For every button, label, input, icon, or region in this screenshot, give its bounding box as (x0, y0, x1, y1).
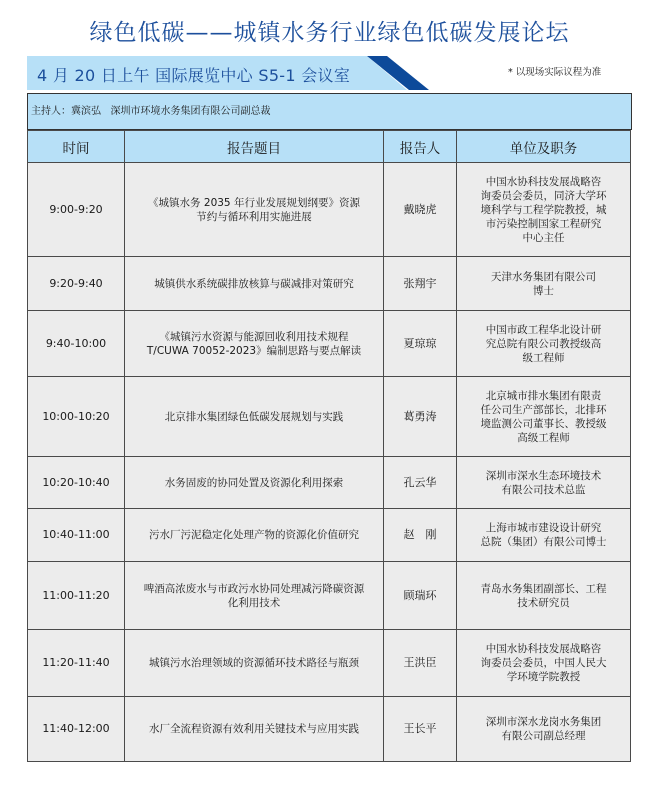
host-title: 深圳市环境水务集团有限公司副总裁 (110, 106, 271, 117)
org-line: 深圳市深水龙岗水务集团 (485, 716, 602, 728)
agenda-table (27, 130, 631, 762)
session-banner (27, 56, 427, 90)
time-cell: 10:00-10:20 (28, 377, 125, 457)
header-org: 单位及职务 (457, 131, 631, 163)
table-row (28, 457, 631, 509)
org-line: 询委员会委员，中国人民大 (480, 657, 607, 669)
org-line: 级工程师 (522, 351, 565, 364)
speaker-cell: 夏琼琼 (384, 311, 457, 377)
org-cell (457, 630, 631, 697)
header-topic: 报告题目 (125, 131, 384, 163)
org-line: 青岛水务集团副部长、工程 (480, 582, 607, 595)
topic-cell: 污水厂污泥稳定化处理产物的资源化价值研究 (125, 509, 384, 562)
time-cell: 9:00-9:20 (28, 163, 125, 257)
org-cell (457, 163, 631, 257)
org-line: 天津水务集团有限公司 (491, 270, 596, 283)
time-cell: 9:20-9:40 (28, 257, 125, 311)
table-row (28, 562, 631, 630)
org-cell (457, 509, 631, 562)
time-cell: 10:40-11:00 (28, 509, 125, 562)
org-line: 技术研究员 (517, 596, 570, 609)
org-line: 询委员会委员，同济大学环 (480, 189, 607, 202)
speaker-cell: 孔云华 (384, 457, 457, 509)
org-cell (457, 457, 631, 509)
time-cell: 9:40-10:00 (28, 311, 125, 377)
host-row (27, 93, 632, 130)
speaker-cell: 戴晓虎 (384, 163, 457, 257)
org-cell (457, 311, 631, 377)
table-row (28, 163, 631, 257)
table-header-row (28, 131, 631, 163)
org-line: 有限公司技术总监 (501, 483, 586, 496)
org-cell (457, 257, 631, 311)
org-line: 境监测公司董事长、教授级 (480, 417, 607, 430)
org-cell (457, 562, 631, 630)
org-line: 境科学与工程学院教授，城 (480, 203, 607, 216)
table-row (28, 697, 631, 762)
topic-cell: 《城镇水务 2035 年行业发展规划纲要》资源节约与循环利用实施进展 (125, 163, 384, 257)
org-cell (457, 377, 631, 457)
table-row (28, 311, 631, 377)
time-cell: 11:40-12:00 (28, 697, 125, 762)
agenda-note: * 以现场实际议程为准 (508, 67, 602, 78)
org-line: 中心主任 (522, 231, 565, 244)
time-cell: 11:00-11:20 (28, 562, 125, 630)
org-line: 总院（集团）有限公司博士 (480, 536, 607, 548)
speaker-cell: 葛勇涛 (384, 377, 457, 457)
topic-cell: 城镇供水系统碳排放核算与碳减排对策研究 (125, 257, 384, 311)
header-time: 时间 (28, 131, 125, 163)
time-cell: 11:20-11:40 (28, 630, 125, 697)
org-cell (457, 697, 631, 762)
host-label: 主持人：冀滨弘 (31, 106, 101, 117)
speaker-cell: 王洪臣 (384, 630, 457, 697)
topic-cell: 水务固废的协同处置及资源化利用探索 (125, 457, 384, 509)
speaker-cell: 张翔宇 (384, 257, 457, 311)
org-line: 究总院有限公司教授级高 (485, 337, 602, 350)
org-line: 深圳市深水生态环境技术 (485, 469, 602, 482)
org-line: 学环境学院教授 (506, 671, 581, 683)
org-line: 中国水协科技发展战略咨 (485, 643, 602, 655)
org-line: 北京城市排水集团有限责 (485, 389, 602, 402)
org-line: 中国水协科技发展战略咨 (485, 175, 602, 188)
page-title: 绿色低碳——城镇水务行业绿色低碳发展论坛 (89, 20, 570, 46)
header-speaker: 报告人 (384, 131, 457, 163)
org-line: 博士 (533, 284, 554, 297)
table-row (28, 509, 631, 562)
table-row (28, 377, 631, 457)
topic-cell: 北京排水集团绿色低碳发展规划与实践 (125, 377, 384, 457)
table-row (28, 630, 631, 697)
topic-cell: 城镇污水治理领域的资源循环技术路径与瓶颈 (125, 630, 384, 697)
topic-cell: 《城镇污水资源与能源回收利用技术规程 T/CUWA 70052-2023》编制思路与要点解读 (125, 311, 384, 377)
time-cell: 10:20-10:40 (28, 457, 125, 509)
speaker-cell: 顾瑞环 (384, 562, 457, 630)
org-line: 有限公司副总经理 (501, 730, 586, 742)
org-line: 高级工程师 (517, 431, 570, 444)
topic-cell: 啤酒高浓废水与市政污水协同处理减污降碳资源化利用技术 (125, 562, 384, 630)
org-line: 上海市城市建设设计研究 (485, 522, 602, 534)
speaker-cell: 赵 刚 (384, 509, 457, 562)
org-line: 任公司生产部部长，北排环 (480, 403, 607, 416)
topic-cell: 水厂全流程资源有效利用关键技术与应用实践 (125, 697, 384, 762)
speaker-cell: 王长平 (384, 697, 457, 762)
org-line: 市污染控制国家工程研究 (485, 217, 602, 230)
org-line: 中国市政工程华北设计研 (485, 323, 602, 336)
table-row (28, 257, 631, 311)
session-info: 4 月 20 日上午 国际展览中心 S5-1 会议室 (37, 66, 351, 85)
